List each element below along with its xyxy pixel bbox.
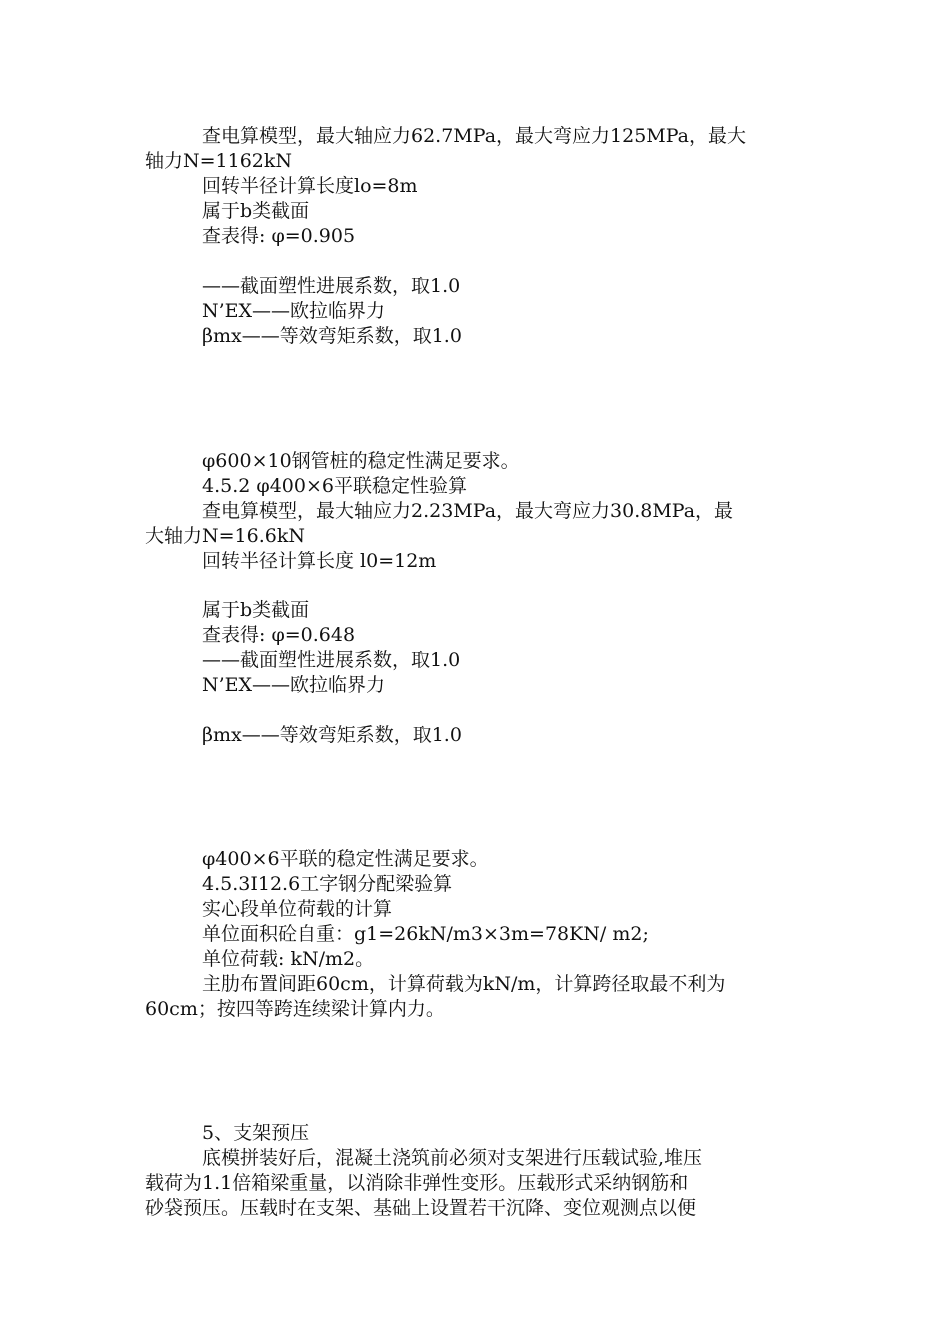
conclusion-line: φ600×10钢管桩的稳定性满足要求。 — [202, 450, 520, 472]
paragraph-line: 大轴力N=16.6kN — [145, 525, 305, 547]
paragraph-line: 单位面积砼自重：g1=26kN/m3×3m=78KN/ m2; — [202, 923, 649, 945]
conclusion-line: φ400×6平联的稳定性满足要求。 — [202, 848, 489, 870]
section-heading: 5、支架预压 — [202, 1122, 310, 1144]
paragraph-line: βmx——等效弯矩系数，取1.0 — [202, 724, 462, 746]
paragraph-line: 60cm；按四等跨连续梁计算内力。 — [145, 998, 445, 1020]
paragraph-line: N’EX——欧拉临界力 — [202, 674, 386, 696]
paragraph-line: 属于b类截面 — [202, 200, 310, 222]
paragraph-line: 回转半径计算长度lo=8m — [202, 175, 418, 197]
paragraph-line: 轴力N=1162kN — [145, 150, 293, 172]
paragraph-line: 属于b类截面 — [202, 599, 310, 621]
paragraph-line: 回转半径计算长度 l0=12m — [202, 550, 437, 572]
paragraph-line: 底模拼装好后，混凝土浇筑前必须对支架进行压载试验,堆压 — [202, 1147, 703, 1169]
section-heading: 4.5.2 φ400×6平联稳定性验算 — [202, 475, 467, 497]
paragraph-line: βmx——等效弯矩系数，取1.0 — [202, 325, 462, 347]
paragraph-line: ——截面塑性进展系数，取1.0 — [202, 649, 461, 671]
section-heading: 4.5.3I12.6工字钢分配梁验算 — [202, 873, 453, 895]
paragraph-line: 查表得: φ=0.905 — [202, 225, 356, 247]
paragraph-line: 单位荷载: kN/m2。 — [202, 948, 375, 970]
paragraph-line: 查表得: φ=0.648 — [202, 624, 356, 646]
paragraph-line: 主肋布置间距60cm，计算荷载为kN/m，计算跨径取最不利为 — [202, 973, 726, 995]
paragraph-line: 查电算模型，最大轴应力2.23MPa，最大弯应力30.8MPa，最 — [202, 500, 734, 522]
paragraph-line: 实心段单位荷载的计算 — [202, 898, 393, 920]
paragraph-line: ——截面塑性进展系数，取1.0 — [202, 275, 461, 297]
paragraph-line: N’EX——欧拉临界力 — [202, 300, 386, 322]
paragraph-line: 查电算模型，最大轴应力62.7MPa，最大弯应力125MPa，最大 — [202, 125, 746, 147]
paragraph-line: 砂袋预压。压载时在支架、基础上设置若干沉降、变位观测点以便 — [145, 1197, 697, 1219]
paragraph-line: 载荷为1.1倍箱梁重量，以消除非弹性变形。压载形式采纳钢筋和 — [145, 1172, 689, 1194]
